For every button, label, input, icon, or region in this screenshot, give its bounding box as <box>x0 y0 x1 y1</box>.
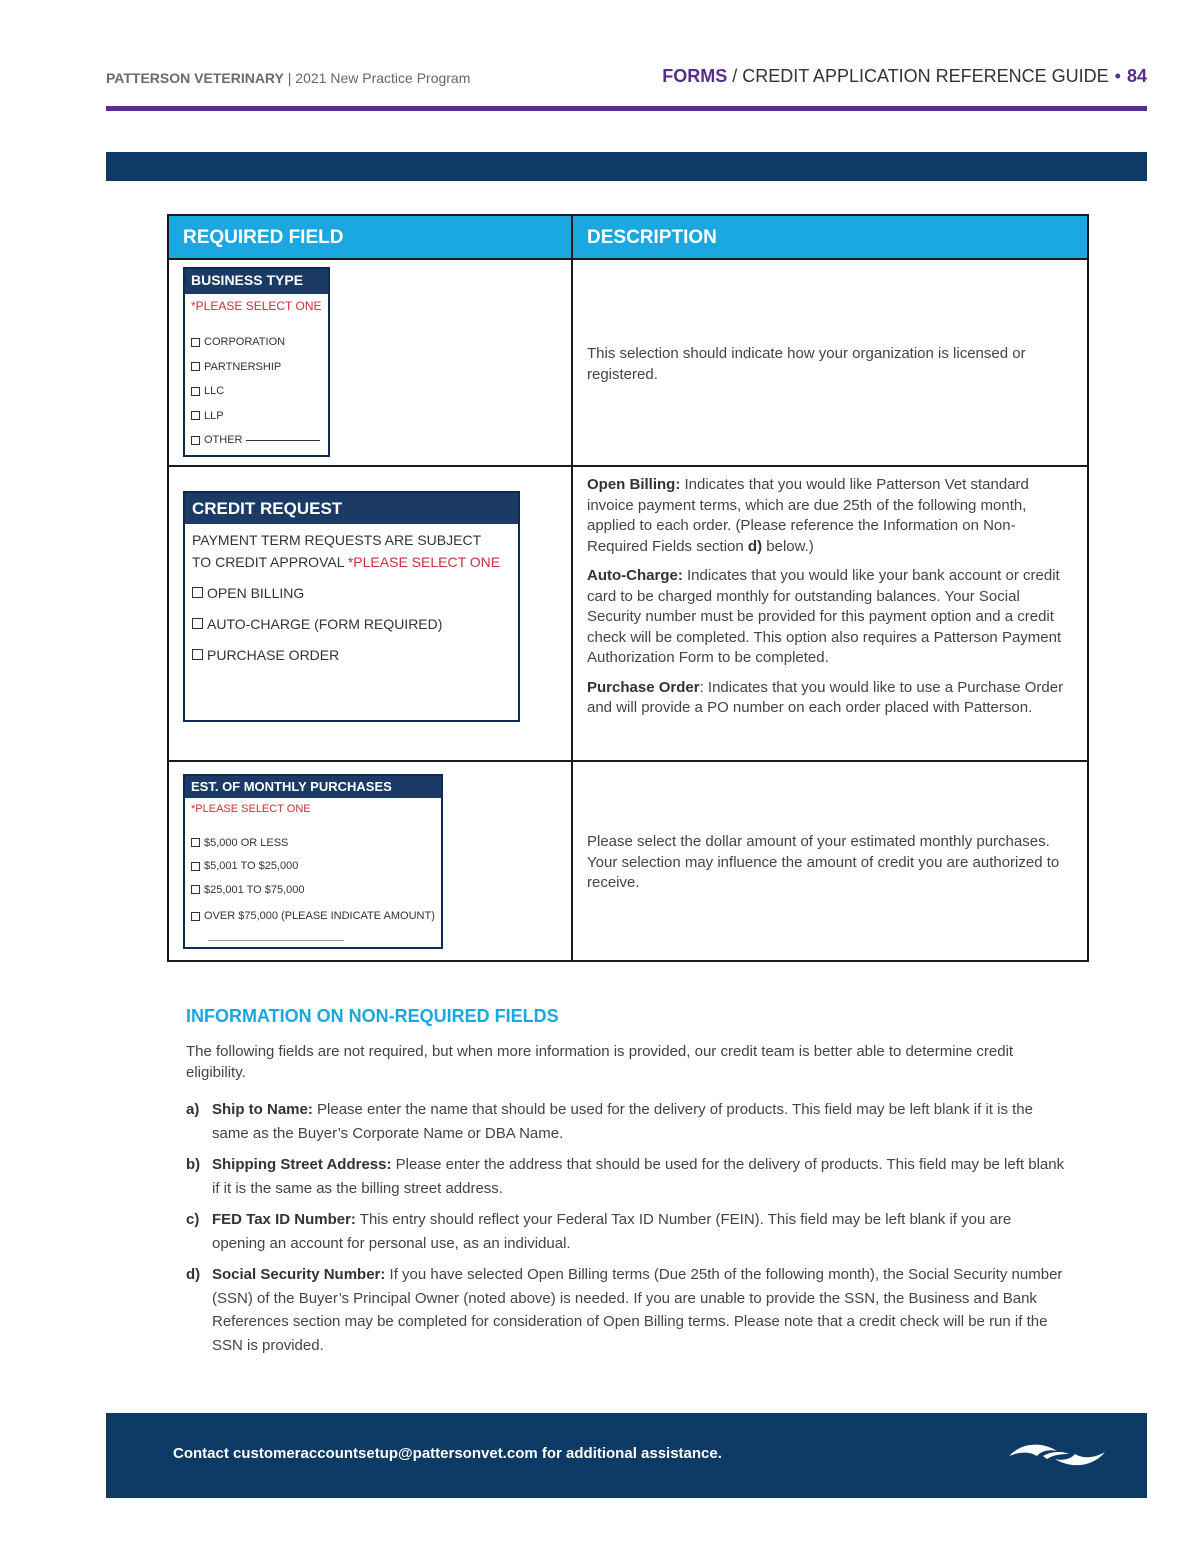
fill-in-line <box>208 940 344 941</box>
list-item: b) Shipping Street Address: Please enter the address that should be used for the delivery of products. This field may be left blank if it is the same as the billing street address. <box>186 1156 1065 1197</box>
form-title: EST. OF MONTHLY PURCHASES <box>185 776 441 798</box>
option-over-75000: OVER $75,000 (PLEASE INDICATE AMOUNT) <box>191 905 435 929</box>
checkbox-icon <box>191 387 200 396</box>
option-25001-to-75000: $25,001 TO $75,000 <box>191 878 435 902</box>
desc-open-billing: Open Billing: Indicates that you would like Patterson Vet standard invoice payment terms, which are due 25th of the following month, applied to each order. (Please reference the Information on Non-Required Fields section d) below.) <box>587 476 1029 555</box>
description-text: This selection should indicate how your organization is licensed or registered. <box>587 345 1026 383</box>
desc-auto-charge: Auto-Charge: Indicates that you would like your bank account or credit card to be charged monthly for outstanding balances. Your Social Security number must be provided for this payment option and a credit check will be completed. This option also requires a Patterson Payment Authorization Form to be completed. <box>587 567 1062 666</box>
program-name: 2021 New Practice Program <box>295 70 471 86</box>
header-rule <box>106 106 1147 111</box>
checkbox-icon <box>192 649 203 660</box>
required-note: *PLEASE SELECT ONE <box>191 299 322 313</box>
required-field-cell <box>169 260 573 465</box>
description-cell <box>573 260 1087 465</box>
list-item: c) FED Tax ID Number: This entry should reflect your Federal Tax ID Number (FEIN). This field may be left blank if you are opening an account for personal use, as an individual. <box>186 1211 1012 1252</box>
section-name: FORMS <box>662 66 728 86</box>
option-partnership: PARTNERSHIP <box>191 355 322 380</box>
header-right <box>662 66 1147 87</box>
description-cell <box>573 762 1087 960</box>
option-auto-charge: AUTO-CHARGE (FORM REQUIRED) <box>192 608 511 639</box>
form-title: CREDIT REQUEST <box>185 493 518 524</box>
option-purchase-order: PURCHASE ORDER <box>192 639 511 670</box>
description-text <box>573 467 1087 719</box>
checkbox-icon <box>191 838 200 847</box>
option-llp: LLP <box>191 404 322 429</box>
required-field-cell <box>169 467 573 760</box>
brand-name: PATTERSON VETERINARY <box>106 70 284 86</box>
table-header-row <box>169 216 1087 258</box>
guide-title: CREDIT APPLICATION REFERENCE GUIDE <box>742 66 1109 86</box>
header-left <box>106 70 470 86</box>
table-row <box>169 258 1087 465</box>
list-item: a) Ship to Name: Please enter the name that should be used for the delivery of products. This field may be left blank if it is the same as the Buyer’s Corporate Name or DBA Name. <box>186 1101 1033 1142</box>
required-field-cell <box>169 762 573 960</box>
option-corporation: CORPORATION <box>191 330 322 355</box>
section-separator: / <box>727 66 743 86</box>
contact-text: Contact customeraccountsetup@pattersonvet.com for additional assistance. <box>173 1445 722 1462</box>
description-cell <box>573 467 1087 760</box>
header-bullet: • <box>1114 66 1121 86</box>
option-5000-or-less: $5,000 OR LESS <box>191 831 435 855</box>
checkbox-icon <box>191 411 200 420</box>
credit-request-form <box>183 491 520 722</box>
section-intro: The following fields are not required, but when more information is provided, our credit team is better able to determine credit eligibility. <box>186 1043 1014 1081</box>
checkbox-icon <box>192 587 203 598</box>
option-other: OTHER <box>191 428 322 453</box>
business-type-form <box>183 267 330 457</box>
checkbox-icon <box>191 436 200 445</box>
page-footer <box>106 1413 1147 1498</box>
section-heading: INFORMATION ON NON-REQUIRED FIELDS <box>186 1006 559 1026</box>
title-band <box>106 152 1147 181</box>
required-fields-table <box>167 214 1089 962</box>
table-row <box>169 760 1087 960</box>
header-separator: | <box>283 70 296 86</box>
form-title: BUSINESS TYPE <box>185 269 328 294</box>
table-row <box>169 465 1087 760</box>
checkbox-icon <box>192 618 203 629</box>
list-item: d) Social Security Number: If you have selected Open Billing terms (Due 25th of the following month), the Social Security number (SSN) of the Buyer’s Principal Owner (noted above) is needed. If you are unable to provide the SSN, the Business and Bank References section may be completed for consideration of Open Billing terms. Please note that a credit check will be run if the SSN is provided. <box>186 1266 1063 1354</box>
required-note: *PLEASE SELECT ONE <box>347 554 501 570</box>
checkbox-icon <box>191 362 200 371</box>
option-5001-to-25000: $5,001 TO $25,000 <box>191 855 435 879</box>
required-note: *PLEASE SELECT ONE <box>191 803 311 815</box>
fill-in-line <box>246 440 320 441</box>
checkbox-icon <box>191 862 200 871</box>
option-open-billing: OPEN BILLING <box>192 577 511 608</box>
checkbox-icon <box>191 338 200 347</box>
page-header <box>106 64 1147 94</box>
checkbox-icon <box>191 912 200 921</box>
patterson-logo-icon <box>1007 1439 1107 1471</box>
col-header-description: DESCRIPTION <box>587 227 717 248</box>
desc-purchase-order: Purchase Order: Indicates that you would like to use a Purchase Order and will provide a PO number on each order placed with Patterson. <box>587 678 1064 716</box>
col-header-required: REQUIRED FIELD <box>169 216 573 258</box>
option-llc: LLC <box>191 379 322 404</box>
form-lead-text: PAYMENT TERM REQUESTS ARE SUBJECT TO CREDIT APPROVAL *PLEASE SELECT ONE <box>192 532 501 570</box>
non-required-info <box>186 1006 1066 1365</box>
checkbox-icon <box>191 885 200 894</box>
description-text: Please select the dollar amount of your estimated monthly purchases. Your selection may influence the amount of credit you are authorized to receive. <box>587 833 1060 891</box>
page-number: 84 <box>1126 66 1147 86</box>
monthly-purchases-form <box>183 774 443 949</box>
